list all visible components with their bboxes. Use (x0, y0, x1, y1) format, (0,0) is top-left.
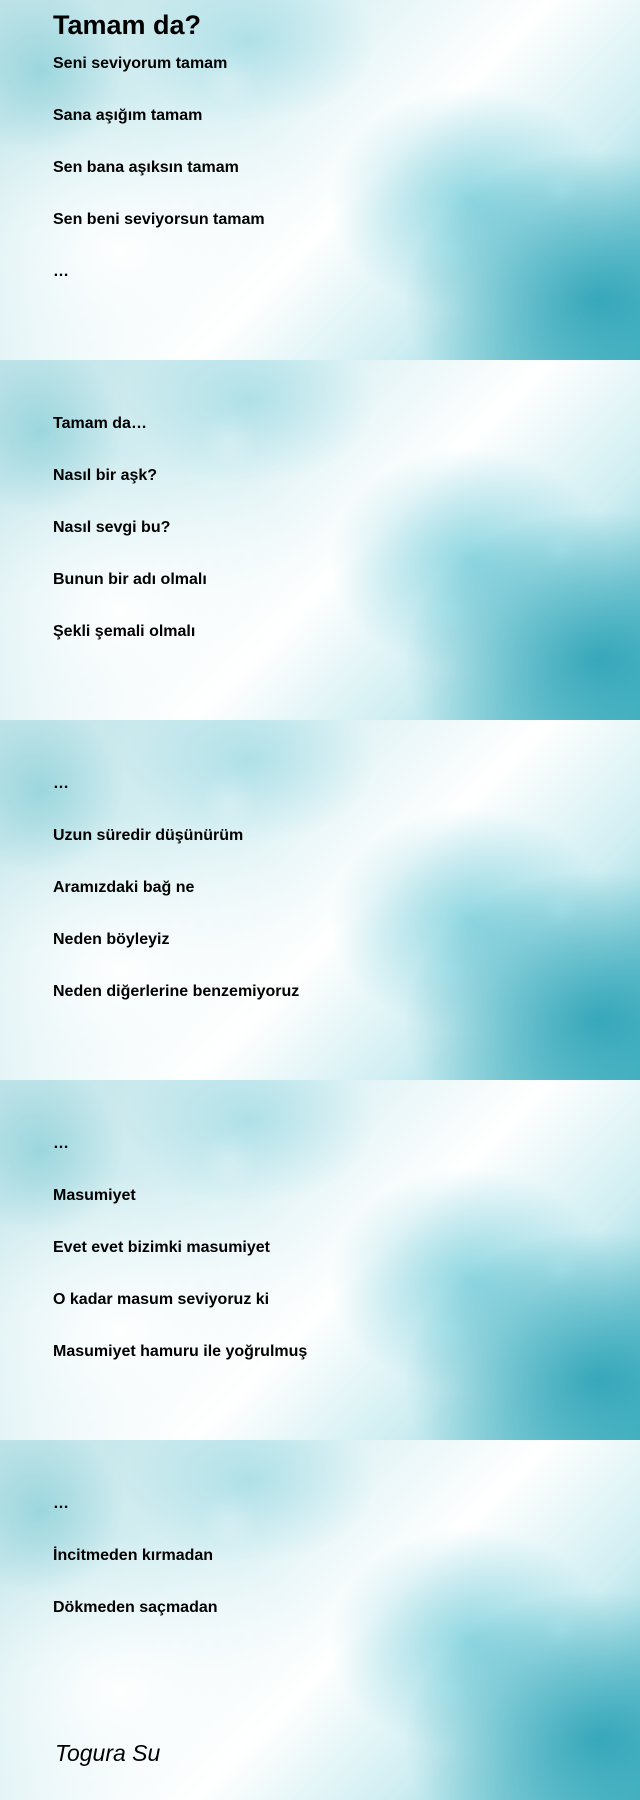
poem-line: … (53, 775, 69, 792)
poem-title: Tamam da? (53, 10, 202, 40)
poem-panel-2 (0, 360, 640, 720)
poem-line: … (53, 1135, 69, 1152)
poem-line: … (53, 263, 69, 280)
poem-line: Nasıl bir aşk? (53, 467, 158, 484)
poem-line: Dökmeden saçmadan (53, 1599, 218, 1616)
author-signature: Togura Su (55, 1740, 161, 1766)
poem-panel-4 (0, 1080, 640, 1440)
poem-line: Nasıl sevgi bu? (53, 519, 171, 536)
poem-panel-5 (0, 1440, 640, 1800)
poem-line: Masumiyet (53, 1187, 136, 1204)
poem-line: Uzun süredir düşünürüm (53, 827, 244, 844)
poem-line: Bunun bir adı olmalı (53, 571, 207, 588)
poem-line: Masumiyet hamuru ile yoğrulmuş (53, 1343, 308, 1360)
poem-line: O kadar masum seviyoruz ki (53, 1291, 270, 1308)
poem-panel-3 (0, 720, 640, 1080)
poem-line: Seni seviyorum tamam (53, 55, 228, 72)
poem-line: Neden böyleyiz (53, 931, 170, 948)
poem-line: Aramızdaki bağ ne (53, 879, 195, 896)
poem-line: Sen bana aşıksın tamam (53, 159, 239, 176)
poem-line: Sana aşığım tamam (53, 107, 203, 124)
poem-line: Neden diğerlerine benzemiyoruz (53, 983, 300, 1000)
poem-line: Şekli şemali olmalı (53, 623, 196, 640)
poem-panel-1 (0, 0, 640, 360)
poem-line: … (53, 1495, 69, 1512)
poem-line: Tamam da… (53, 415, 147, 432)
poem-line: İncitmeden kırmadan (53, 1547, 214, 1564)
poem-line: Evet evet bizimki masumiyet (53, 1239, 270, 1256)
poem-line: Sen beni seviyorsun tamam (53, 211, 265, 228)
